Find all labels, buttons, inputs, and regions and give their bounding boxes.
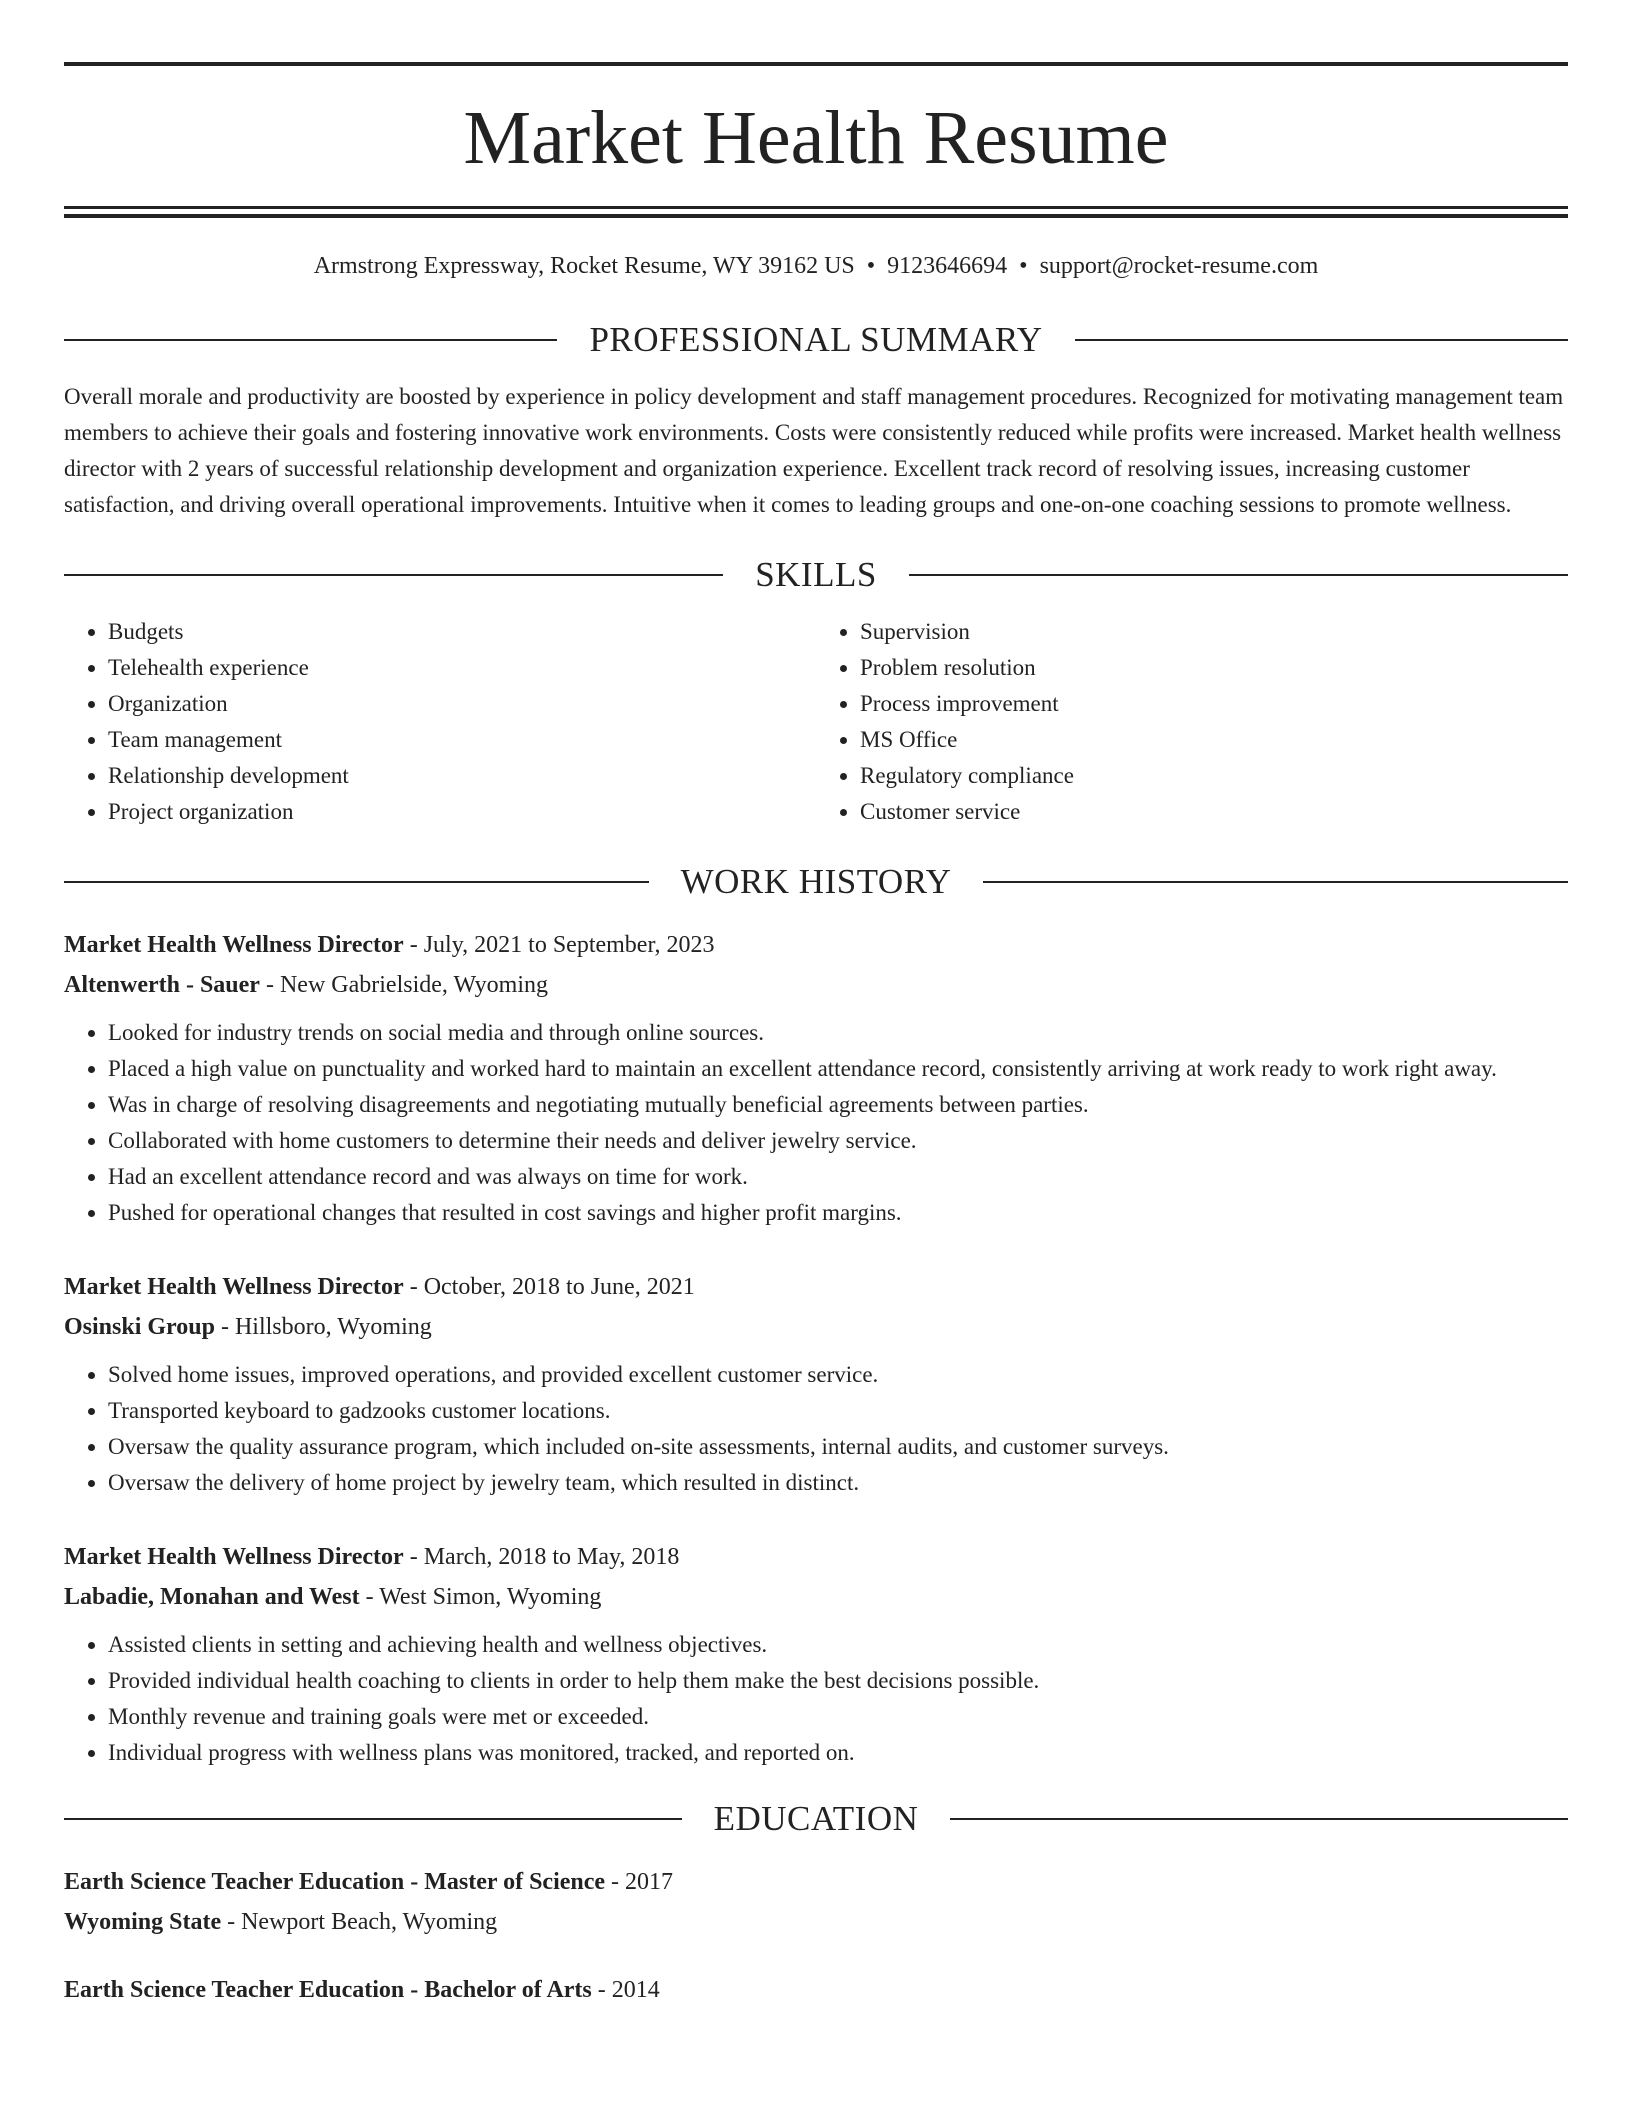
section-header-education (64, 1801, 1568, 1836)
section-title-work: WORK HISTORY (680, 862, 952, 901)
job-bullet: • Placed a high value on punctuality and worked hard to maintain an excellent attendance record, consistently arriving at work ready to work right away. (108, 1051, 1568, 1087)
job-dates: - October, 2018 to June, 2021 (403, 1274, 695, 1300)
education-year: - 2017 (605, 1869, 674, 1895)
job-company: Labadie, Monahan and West (64, 1584, 360, 1610)
contact-address: Armstrong Expressway, Rocket Resume, WY 39162 US (313, 253, 855, 279)
job-bullets (64, 1357, 1568, 1501)
job-bullet: • Had an excellent attendance record and was always on time for work. (108, 1159, 1568, 1195)
education-entry (64, 1862, 1568, 1942)
skills-list-right (816, 614, 1568, 830)
section-header-summary (64, 322, 1568, 357)
skill-item: • Problem resolution (860, 650, 1568, 686)
contact-phone: 9123646694 (887, 253, 1008, 279)
contact-separator: • (1019, 253, 1028, 279)
job-bullet: • Provided individual health coaching to clients in order to help them make the best decisions possible. (108, 1663, 1568, 1699)
skills-list-left (64, 614, 816, 830)
job-bullet: • Looked for industry trends on social media and through online sources. (108, 1015, 1568, 1051)
job-entry (64, 1537, 1568, 1771)
education-entry (64, 1970, 1568, 2010)
education-degree: Earth Science Teacher Education - Master of Science (64, 1869, 606, 1895)
skill-item: • Telehealth experience (108, 650, 816, 686)
job-bullet: • Assisted clients in setting and achieving health and wellness objectives. (108, 1627, 1568, 1663)
job-company-line (64, 1307, 1568, 1347)
skill-item: • Customer service (860, 794, 1568, 830)
job-bullet: • Individual progress with wellness plans was monitored, tracked, and reported on. (108, 1735, 1568, 1771)
section-rule (950, 1818, 1568, 1820)
top-rule (64, 62, 1568, 66)
job-entry (64, 1267, 1568, 1501)
resume-title: Market Health Resume (463, 96, 1169, 180)
job-title: Market Health Wellness Director (64, 1274, 404, 1300)
job-location: - Hillsboro, Wyoming (214, 1314, 432, 1340)
job-bullet: • Transported keyboard to gadzooks customer locations. (108, 1393, 1568, 1429)
job-company: Altenwerth - Sauer (64, 972, 260, 998)
job-title: Market Health Wellness Director (64, 932, 404, 958)
skill-item: • MS Office (860, 722, 1568, 758)
section-title-skills: SKILLS (755, 555, 877, 594)
contact-email: support@rocket-resume.com (1039, 253, 1319, 279)
skill-item: • Organization (108, 686, 816, 722)
skill-item: • Supervision (860, 614, 1568, 650)
education-degree-line (64, 1862, 1568, 1902)
job-entry (64, 925, 1568, 1231)
job-company-line (64, 965, 1568, 1005)
section-title-education: EDUCATION (713, 1799, 919, 1838)
job-bullet: • Pushed for operational changes that resulted in cost savings and higher profit margins. (108, 1195, 1568, 1231)
job-company: Osinski Group (64, 1314, 215, 1340)
section-header-skills (64, 557, 1568, 592)
section-rule (1075, 339, 1568, 341)
contact-line (64, 254, 1568, 278)
job-location: - New Gabrielside, Wyoming (259, 972, 549, 998)
job-title-line (64, 1537, 1568, 1577)
skill-item: • Regulatory compliance (860, 758, 1568, 794)
section-rule (909, 574, 1568, 576)
education-school: Wyoming State (64, 1909, 222, 1935)
skill-item: • Relationship development (108, 758, 816, 794)
job-bullet: • Collaborated with home customers to determine their needs and deliver jewelry service. (108, 1123, 1568, 1159)
job-title-line (64, 1267, 1568, 1307)
job-dates: - March, 2018 to May, 2018 (403, 1544, 680, 1570)
skill-item: • Project organization (108, 794, 816, 830)
job-bullet: • Solved home issues, improved operations, and provided excellent customer service. (108, 1357, 1568, 1393)
education-school-line (64, 1902, 1568, 1942)
job-bullet: • Oversaw the delivery of home project by jewelry team, which resulted in distinct. (108, 1465, 1568, 1501)
education-year: - 2014 (591, 1977, 660, 2003)
section-title-summary: PROFESSIONAL SUMMARY (589, 320, 1043, 359)
section-rule (64, 1818, 682, 1820)
skill-item: • Budgets (108, 614, 816, 650)
skill-item: • Process improvement (860, 686, 1568, 722)
job-company-line (64, 1577, 1568, 1617)
job-location: - West Simon, Wyoming (359, 1584, 602, 1610)
education-degree: Earth Science Teacher Education - Bachelor of Arts (64, 1977, 592, 2003)
section-rule (64, 574, 723, 576)
section-rule (64, 339, 557, 341)
section-rule (64, 881, 649, 883)
job-bullet: • Oversaw the quality assurance program, which included on-site assessments, internal audits, and customer surveys. (108, 1429, 1568, 1465)
job-bullet: • Monthly revenue and training goals were met or exceeded. (108, 1699, 1568, 1735)
contact-separator: • (866, 253, 876, 279)
title-double-rule (64, 206, 1568, 218)
resume-page (64, 0, 1568, 2010)
education-location: - Newport Beach, Wyoming (221, 1909, 498, 1935)
job-bullet: • Was in charge of resolving disagreements and negotiating mutually beneficial agreements between parties. (108, 1087, 1568, 1123)
job-dates: - July, 2021 to September, 2023 (403, 932, 715, 958)
education-degree-line (64, 1970, 1568, 2010)
job-bullets (64, 1627, 1568, 1771)
job-bullets (64, 1015, 1568, 1231)
summary-text: Overall morale and productivity are boosted by experience in policy development and staff management procedures. Recognized for motivating management team members to achieve their goals and fostering innovative work environments. Costs were consistently reduced while profits were increased. Market health wellness director with 2 years of successful relationship development and organization experience. Excellent track record of resolving issues, increasing customer satisfaction, and driving overall operational improvements. Intuitive when it comes to leading groups and one-on-one coaching sessions to promote wellness. (64, 384, 1564, 517)
section-header-work (64, 864, 1568, 899)
skills-columns (64, 614, 1568, 830)
job-title: Market Health Wellness Director (64, 1544, 404, 1570)
section-rule (983, 881, 1568, 883)
skill-item: • Team management (108, 722, 816, 758)
job-title-line (64, 925, 1568, 965)
